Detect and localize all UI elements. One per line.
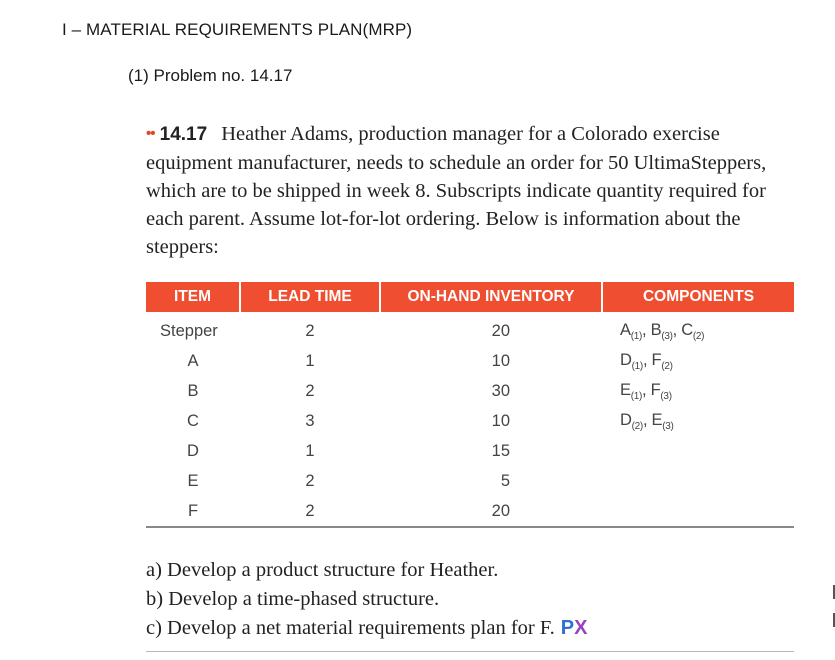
column-header-lead-time: LEAD TIME (240, 282, 380, 312)
cell-item: A (187, 351, 199, 370)
component-quantity: (3) (662, 420, 674, 432)
component-quantity: (2) (661, 360, 673, 372)
cell-lead-time: 1 (305, 351, 315, 370)
cell-lead-time: 2 (305, 381, 315, 400)
question-a: a) Develop a product structure for Heather. (146, 559, 499, 581)
component-letter: F (651, 350, 662, 369)
cell-on-hand: 10 (491, 411, 510, 430)
cell-components: $D_{(1)}$, $F_{(2)}$ (620, 350, 673, 372)
component-quantity: (1) (630, 390, 643, 402)
cell-item: F (146, 496, 240, 527)
cell-lead-time: 1 (305, 441, 315, 460)
table-row (146, 466, 794, 496)
problem-statement (146, 120, 798, 261)
table-row (146, 346, 794, 376)
problem-text: Heather Adams, production manager for a Colorado exercise equipment manufacturer, needs to schedule an order for 50 UltimaSteppers, which are to be shipped in week 8. Subscripts indicate quantity required for each parent. Assume lot-for-lot ordering. Below is information about the steppers: (146, 123, 767, 258)
cell-components: $A_{(1)}$, $B_{(3)}$, $C_{(2)}$ (620, 320, 705, 342)
cell-on-hand: 20 (380, 496, 602, 527)
column-header-components: COMPONENTS (602, 282, 794, 312)
component-quantity: (3) (661, 330, 673, 342)
component-letter: F (650, 380, 661, 399)
cell-components (602, 436, 794, 466)
cell-components (602, 466, 794, 496)
table-row (146, 496, 794, 527)
cell-item: Stepper (160, 321, 218, 340)
cell-components: $E_{(1)}$, $F_{(3)}$ (620, 380, 672, 402)
bottom-divider (146, 651, 794, 652)
cell-on-hand: 20 (491, 321, 510, 340)
question-b: b) Develop a time-phased structure. (146, 588, 440, 610)
table-row (146, 312, 794, 346)
cell-item: B (187, 381, 199, 400)
component-quantity: (1) (631, 360, 643, 372)
component-letter: B (650, 320, 662, 339)
cell-lead-time: 2 (305, 321, 315, 340)
cell-item: E (187, 471, 199, 490)
table-row (146, 406, 794, 436)
table-row (146, 436, 794, 466)
column-header-on-hand-inventory: ON-HAND INVENTORY (380, 282, 602, 312)
problem-number: 14.17 (159, 124, 208, 145)
component-letter: A (620, 320, 631, 339)
problem-subheading: (1) Problem no. 14.17 (128, 66, 293, 85)
cell-item: C (187, 411, 199, 430)
component-letter: C (681, 320, 693, 339)
cell-item: D (187, 441, 199, 460)
cell-on-hand: 15 (491, 441, 510, 460)
component-letter: E (620, 380, 631, 399)
question-list (146, 556, 587, 643)
difficulty-dots: •• (146, 125, 155, 142)
section-heading: I – MATERIAL REQUIREMENTS PLAN(MRP) (62, 20, 413, 39)
cell-on-hand: 5 (500, 471, 510, 490)
cell-on-hand: 30 (491, 381, 510, 400)
component-letter: E (651, 410, 663, 429)
column-header-item: ITEM (146, 282, 240, 312)
cell-components (602, 496, 794, 527)
table-header-row (146, 282, 794, 312)
component-quantity: (2) (631, 420, 643, 432)
component-quantity: (1) (630, 330, 643, 342)
stepper-info-table (146, 282, 794, 528)
cell-lead-time: 2 (240, 496, 380, 527)
cell-on-hand: 10 (491, 351, 510, 370)
component-quantity: (2) (692, 330, 705, 342)
table-row (146, 376, 794, 406)
cell-lead-time: 2 (305, 471, 315, 490)
component-letter: D (620, 350, 632, 369)
component-letter: D (620, 410, 632, 429)
question-c: c) Develop a net material requirements plan for F. (146, 617, 555, 639)
px-logo-icon: PX (560, 617, 588, 639)
component-quantity: (3) (660, 390, 672, 402)
cell-lead-time: 3 (305, 411, 315, 430)
question-c-line (146, 614, 587, 643)
cell-components: $D_{(2)}$, $E_{(3)}$ (620, 410, 674, 432)
